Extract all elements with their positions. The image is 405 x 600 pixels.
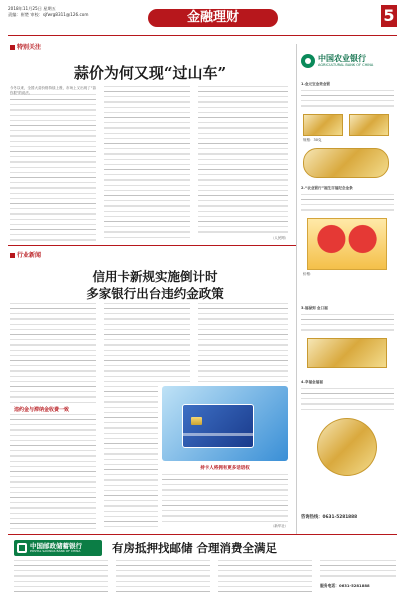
article2-text-col2-bottom <box>104 386 158 530</box>
gold-ornament-image <box>307 338 387 368</box>
square-icon <box>10 45 15 50</box>
gold-coin-image <box>317 418 377 476</box>
abc-logo <box>301 52 394 70</box>
section-title: 金融理财 <box>186 10 239 25</box>
psbc-hotline: 服务电话：0631-5281888 <box>320 583 370 588</box>
ad-item1-title: 1.金元宝金贵金银 <box>301 82 331 86</box>
section-tag-special: 特别关注 <box>10 42 41 51</box>
page-number: 5 <box>381 5 397 27</box>
ad-item2-title: 2.“农业银行”福生百福纪念金条 <box>301 186 353 190</box>
ad-item4-desc <box>301 388 394 414</box>
header-meta <box>8 6 88 18</box>
abc-name-en: AGRICULTURAL BANK OF CHINA <box>318 63 374 67</box>
article1-lead: 今冬以来，全国大蒜价格持续上涨，市场上又出现了“蒜你狠”的说法。 <box>10 86 96 96</box>
article2-text-col2-top <box>104 303 190 383</box>
article-divider <box>8 245 296 246</box>
mickey-minnie-gold-image <box>307 218 387 270</box>
ad-item3-desc <box>301 314 394 334</box>
credit-card-image <box>162 386 288 461</box>
psbc-ad-col3 <box>218 560 312 596</box>
header-date: 2018年11月25日 星期五 <box>8 6 56 11</box>
bottom-divider <box>8 534 397 535</box>
price-label: 价格： <box>303 272 314 276</box>
square-icon <box>10 253 15 258</box>
article1-author: （人民网） <box>271 236 288 240</box>
ad-item3-title: 3.福禄到 金口福 <box>301 306 328 310</box>
header-rule <box>8 35 397 36</box>
gold-bar-image <box>303 114 343 136</box>
credit-card-icon <box>182 404 254 448</box>
psbc-logo <box>14 540 102 556</box>
article1-text-col1 <box>10 94 96 242</box>
card-stripe <box>183 433 253 436</box>
article1-title: 蒜价为何又现“过山车” <box>73 64 227 82</box>
article1-text-col3 <box>198 86 288 234</box>
psbc-ad-col2 <box>116 560 210 596</box>
abc-advertisement <box>296 44 397 534</box>
chip-icon <box>191 417 202 425</box>
gold-bar-image <box>349 114 389 136</box>
section-tag-industry: 行业新闻 <box>10 250 41 259</box>
psbc-name-en: POSTAL SAVINGS BANK OF CHINA <box>30 549 81 553</box>
ad-item1-desc <box>301 90 394 110</box>
psbc-ad-col4 <box>320 560 396 580</box>
article1-text-col2 <box>104 86 190 242</box>
article2-text-col3-bottom <box>162 474 288 524</box>
abc-hotline: 咨询热线：0631-5281888 <box>301 515 358 520</box>
psbc-logo-icon <box>17 543 27 553</box>
psbc-name-cn: 中国邮政储蓄银行 <box>30 542 82 550</box>
psbc-ad-title: 有房抵押找邮储 合理消费全满足 <box>112 541 278 555</box>
article2-title-line2: 多家银行出台违约金政策 <box>86 286 224 301</box>
abc-name-cn: 中国农业银行 <box>318 54 366 63</box>
page-header <box>8 5 397 35</box>
image-caption: 持卡人将拥有更多话语权 <box>200 466 250 471</box>
article2-text-col1-top <box>10 303 96 403</box>
article2-subhead1: 违约金与滞纳金收费一致 <box>14 407 70 413</box>
section-title-banner <box>148 9 278 27</box>
gold-weight: 规格：30克 <box>303 138 322 142</box>
psbc-ad-col1 <box>14 560 108 596</box>
ad-item2-desc <box>301 194 394 214</box>
article2-author: （新华社） <box>271 524 288 528</box>
header-editors: 责编：崔楚 审校：sjfwrg8311@126.com <box>8 12 89 17</box>
abc-logo-icon <box>301 54 315 68</box>
article2-text-col3-top <box>198 303 288 383</box>
gold-bracelet-image <box>303 148 389 178</box>
article2-title-line1: 信用卡新规实施倒计时 <box>92 269 218 284</box>
ad-item4-title: 4.幸福金福福 <box>301 380 323 384</box>
article2-text-col1-bottom <box>10 414 96 530</box>
